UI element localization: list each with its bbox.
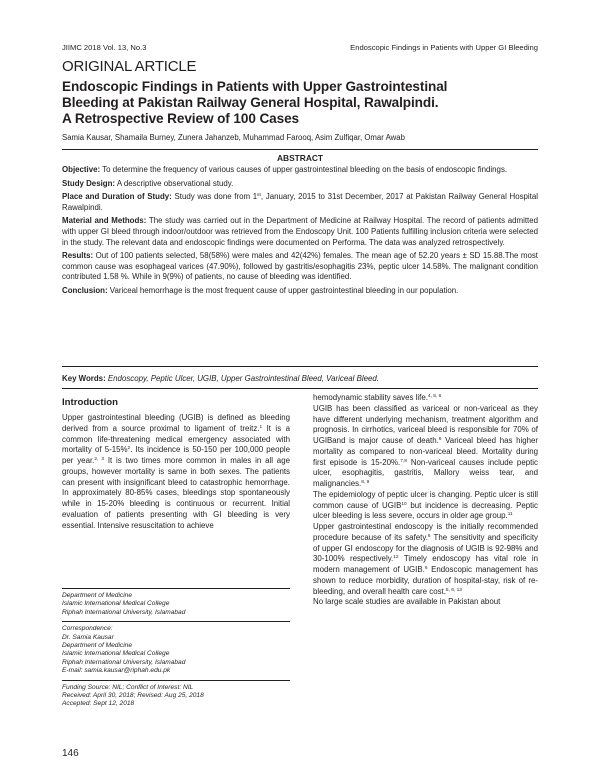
correspondence-line: Riphah International University, Islamabad xyxy=(62,658,186,666)
abstract-design xyxy=(62,179,538,190)
design-label: Study Design: xyxy=(62,178,116,188)
page-number: 146 xyxy=(62,748,79,759)
divider xyxy=(62,680,290,681)
results-text: Out of 100 patients selected, 58(58%) were males and 42(42%) females. The mean age of 52.20 years ± SD 15.88.The most common cause was esophageal varices (47.90%), followed by gastritis/esophagitis 23%, peptic ulcer 14.58%. The malignant condition contributed 1.58 %. While in 9(9%) of patients, no cause of bleeding was identified. xyxy=(62,251,538,282)
email-line: E-mail: samia.kausar@riphah.edu.pk xyxy=(62,667,171,675)
received-line: Received: April 30, 2018; Revised: Aug 25, 2018 xyxy=(62,692,204,700)
citation: 6 xyxy=(438,437,442,442)
correspondence-line: Correspondence: xyxy=(62,625,113,633)
citation: 1 xyxy=(259,424,263,430)
citation: 4, 5, 6 xyxy=(427,394,442,399)
paragraph xyxy=(313,597,538,608)
divider xyxy=(62,388,538,389)
abstract-conclusion xyxy=(62,286,538,297)
intro-text: . Its incidence is 50-150 per 100,000 people per year. xyxy=(62,445,290,465)
place-text-cont: , January, 2015 to 31st December, 2017 at Pakistan Railway General Hospital Rawalpindi. xyxy=(62,192,539,212)
body-text: No large scale studies are available in Pakistan about xyxy=(313,597,501,607)
paragraph xyxy=(313,490,538,522)
affiliation-line: Islamic International Medical College xyxy=(62,600,170,608)
abstract-results xyxy=(62,251,538,283)
introduction-paragraph xyxy=(62,413,290,531)
abstract-body xyxy=(62,165,538,300)
place-text: Study was done from 1 xyxy=(174,192,258,202)
keywords-text: Endoscopy, Peptic Ulcer, UGIB, Upper Gastrointestinal Bleed, Variceal Bleed. xyxy=(107,374,379,383)
journal-header: JIIMC 2018 Vol. 13, No.3 xyxy=(62,43,147,52)
author-list: Samia Kausar, Shamaila Burney, Zunera Jahanzeb, Muhammad Farooq, Asim Zulfiqar, Omar Awab xyxy=(62,133,405,142)
conclusion-text: Variceal hemorrhage is the most frequent cause of upper gastrointestinal bleeding in our population. xyxy=(109,285,459,295)
citation: 2, 3 xyxy=(94,457,104,462)
title-line: Endoscopic Findings in Patients with Upper Gastrointestinal xyxy=(62,79,448,94)
intro-text: It is two times more common in males in all age groups, however mortality is same in both sexes. The patients can present with insignificant bleed to catastrophic hemorrhage. In approximately 80-85% cases, bleedings stop spontaneously while in 15-20% bleeding is continuous or recurrent. Initial evaluation of patients presenting with GI bleeding is very essential. Intensive resuscitation to achieve xyxy=(62,456,290,530)
article-title xyxy=(62,79,542,127)
divider xyxy=(62,149,538,150)
abstract-objective xyxy=(62,165,538,176)
citation: 10 xyxy=(401,501,407,507)
place-label: Place and Duration of Study: xyxy=(62,192,172,202)
citation: 6 xyxy=(427,533,431,539)
intro-text: It is a common life-threatening medical emergency associated with mortality of 5-15% xyxy=(62,423,290,455)
body-text: The epidemiology of peptic ulcer is changing. Peptic ulcer is still common cause of UGIB xyxy=(313,489,538,510)
running-title: Endoscopic Findings in Patients with Upper GI Bleeding xyxy=(350,43,538,52)
citation: 11 xyxy=(507,512,513,518)
design-text: A descriptive observational study. xyxy=(116,178,234,188)
body-text: The sensitivity and specificity of upper GI endoscopy for the diagnosis of UGIB is 92-98% and 30-100% respectively. xyxy=(313,532,539,564)
affiliation-line: Department of Medicine xyxy=(62,592,133,599)
citation: 6 xyxy=(424,566,428,571)
footnotes xyxy=(62,584,290,709)
body-text: but incidence is decreasing. Peptic ulcer bleeding is less severe, occurs in older age group. xyxy=(313,500,538,521)
divider xyxy=(62,366,538,367)
keywords xyxy=(62,374,379,383)
left-column xyxy=(62,397,290,531)
keywords-label: Key Words: xyxy=(62,374,106,383)
body-text: Upper gastrointestinal endoscopy is the initially recommended procedure because of its safety. xyxy=(313,522,538,542)
citation: 8, 9 xyxy=(361,480,370,485)
paragraph xyxy=(313,404,538,490)
abstract-methods xyxy=(62,216,538,248)
place-sup: st xyxy=(257,193,261,199)
correspondence-line: Department of Medicine xyxy=(62,642,133,650)
citation: 12 xyxy=(393,555,399,561)
title-line: A Retrospective Review of 100 Cases xyxy=(62,111,300,126)
divider xyxy=(62,588,290,589)
right-column-text xyxy=(313,393,538,608)
divider xyxy=(62,621,290,622)
affiliation-line: Riphah International University, Islamabad xyxy=(62,608,186,616)
paragraph xyxy=(313,393,538,404)
objective-text: To determine the frequency of various causes of upper gastrointestinal bleeding on the basis of endoscopic findings. xyxy=(102,165,508,174)
body-text: Timely endoscopy has vital role in modern management of UGIB. xyxy=(313,554,539,574)
abstract-heading: ABSTRACT xyxy=(276,153,324,163)
funding-line: Funding Source: NIL; Conflict of Interest: NIL xyxy=(62,683,194,691)
paragraph xyxy=(313,522,538,597)
citation: 2 xyxy=(127,446,131,452)
body-text: Non-variceal causes include peptic ulcer, esophagitis, gastritis, Mallory weiss tear, and malignancies. xyxy=(313,457,538,488)
title-line: Bleeding at Pakistan Railway General Hospital, Rawalpindi. xyxy=(62,95,439,110)
results-label: Results: xyxy=(62,251,94,261)
conclusion-label: Conclusion: xyxy=(62,285,108,295)
section-label: ORIGINAL ARTICLE xyxy=(62,58,197,75)
correspondence-line: Dr. Samia Kausar xyxy=(62,633,114,641)
body-text: Variceal bleed has higher mortality as compared to non-variceal bleed. Mortality during first episode is 15-20%. xyxy=(313,436,539,467)
body-text: Endoscopic management has shown to reduce morbidity, duration of hospital-stay, risk of re-bleeding, and overall health care cost. xyxy=(313,565,538,596)
methods-text: The study was carried out in the Department of Medicine at Railway Hospital. The record of patients admitted with upper GI bleed through indoor/outdoor was retrieved from the Endoscopy Unit. 100 Patients fulfilling inclusion criteria were selected in the study. The relevant data and endoscopic findings were documented on Performa. The data was analyzed retrospectively. xyxy=(62,216,538,247)
right-column xyxy=(313,393,538,608)
abstract-place xyxy=(62,192,538,213)
citation: 5, 6, 13 xyxy=(445,587,462,593)
introduction-heading: Introduction xyxy=(62,397,118,408)
objective-label: Objective: xyxy=(62,165,101,174)
methods-label: Material and Methods: xyxy=(62,216,147,226)
citation: 7,8 xyxy=(400,458,407,464)
body-text: UGIB has been classified as variceal or non-variceal as they have different underlying mechanism, treatment algorithm and prognosis. In cirrhotics, variceal bleed is responsible for 70% of UGIBand is major cause of death. xyxy=(313,403,538,445)
intro-text: Upper gastrointestinal bleeding (UGIB) is defined as bleeding derived from a source proximal to ligament of treitz. xyxy=(62,413,290,433)
body-text: hemodynamic stability saves life. xyxy=(313,393,428,402)
accepted-line: Accepted: Sept 12, 2018 xyxy=(62,700,135,708)
correspondence-line: Islamic International Medical College xyxy=(62,650,170,658)
